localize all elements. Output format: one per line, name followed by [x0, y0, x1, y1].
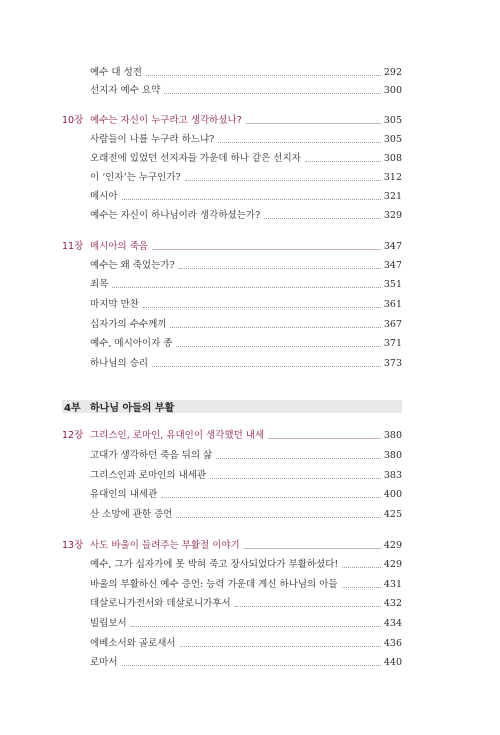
- chapter-number: 13장: [62, 540, 84, 551]
- chapter-heading-13[interactable]: [62, 539, 402, 553]
- part-number: 4부: [64, 403, 81, 414]
- toc-entry-title: 하나님의 승리: [90, 358, 149, 369]
- dot-leader: [246, 122, 381, 124]
- toc-entry[interactable]: [90, 656, 402, 670]
- dot-leader: [305, 160, 381, 162]
- dot-leader: [216, 457, 381, 459]
- toc-entry-title: 마지막 만찬: [90, 299, 139, 310]
- toc-entry-title: 로마서: [90, 657, 118, 668]
- toc-entry[interactable]: [90, 84, 402, 98]
- toc-entry[interactable]: [90, 488, 402, 502]
- toc-entry-page: 432: [383, 598, 402, 609]
- toc-entry-page: 383: [383, 470, 402, 481]
- chapter-number: 12장: [62, 430, 84, 441]
- dot-leader: [210, 477, 381, 479]
- chapter-number: 10장: [62, 115, 84, 126]
- part-title: 하나님 아들의 부활: [90, 403, 175, 414]
- toc-entry-title: 빌립보서: [90, 618, 127, 629]
- dot-leader: [235, 605, 381, 607]
- dot-leader: [180, 645, 381, 647]
- toc-entry[interactable]: [90, 190, 402, 204]
- toc-entry-page: 380: [383, 450, 402, 461]
- chapter-page: 380: [383, 430, 402, 441]
- toc-entry-page: 367: [383, 319, 402, 330]
- chapter-number: 11장: [62, 241, 84, 252]
- toc-entry-page: 373: [383, 358, 402, 369]
- dot-leader: [244, 547, 381, 549]
- toc-entry-page: 300: [383, 85, 402, 96]
- dot-leader: [176, 516, 380, 518]
- dot-leader: [185, 179, 381, 181]
- toc-entry[interactable]: [90, 209, 402, 223]
- toc-entry-title: 데살로니가전서와 데살로니가후서: [90, 598, 231, 609]
- toc-entry[interactable]: [90, 617, 402, 631]
- toc-entry-page: 292: [383, 67, 402, 78]
- toc-entry[interactable]: [90, 318, 402, 332]
- dot-leader: [146, 74, 381, 76]
- toc-entry-title: 사람들이 나를 누구라 하느냐?: [90, 134, 215, 145]
- toc-entry-title: 예수는 자신이 하나님이라 생각하셨는가?: [90, 210, 261, 221]
- toc-entry-page: 440: [383, 657, 402, 668]
- toc-entry-page: 429: [383, 559, 402, 570]
- toc-entry-page: 371: [383, 338, 402, 349]
- dot-leader: [152, 248, 381, 250]
- toc-entry[interactable]: [90, 152, 402, 166]
- toc-entry-page: 321: [383, 191, 402, 202]
- dot-leader: [131, 625, 381, 627]
- chapter-page: 305: [383, 115, 402, 126]
- toc-entry-title: 에베소서와 골로새서: [90, 638, 176, 649]
- toc-entry[interactable]: [90, 558, 402, 572]
- toc-entry-title: 메시아: [90, 191, 118, 202]
- dot-leader: [143, 306, 381, 308]
- dot-leader: [152, 365, 381, 367]
- dot-leader: [112, 286, 381, 288]
- dot-leader: [170, 326, 380, 328]
- toc-entry-title: 산 소망에 관한 증언: [90, 509, 173, 520]
- toc-entry[interactable]: [90, 259, 402, 273]
- toc-entry-title: 십자가의 수수께끼: [90, 319, 167, 330]
- chapter-heading-12[interactable]: [62, 429, 402, 443]
- toc-entry[interactable]: [90, 637, 402, 651]
- toc-entry-title: 그리스인과 로마인의 내세관: [90, 470, 207, 481]
- toc-entry-title: 이 ‘인자’는 누구인가?: [90, 172, 181, 183]
- chapter-heading-11[interactable]: [62, 240, 402, 254]
- dot-leader: [179, 267, 381, 269]
- dot-leader: [176, 345, 380, 347]
- chapter-title: 메시아의 죽음: [90, 241, 149, 252]
- toc-entry-page: 425: [383, 509, 402, 520]
- toc-entry-title: 죄목: [90, 279, 109, 290]
- toc-entry-page: 361: [383, 299, 402, 310]
- toc-entry-page: 308: [383, 153, 402, 164]
- chapter-title: 예수는 자신이 누구라고 생각하셨나?: [90, 115, 242, 126]
- toc-entry-page: 329: [383, 210, 402, 221]
- toc-entry-title: 유대인의 내세관: [90, 489, 158, 500]
- toc-entry[interactable]: [90, 337, 402, 351]
- dot-leader: [122, 198, 381, 200]
- dot-leader: [164, 92, 381, 94]
- part-heading-4[interactable]: [62, 400, 402, 413]
- toc-entry[interactable]: [90, 133, 402, 147]
- dot-leader: [161, 496, 381, 498]
- dot-leader: [342, 566, 381, 568]
- toc-entry-title: 예수는 왜 죽었는가?: [90, 260, 175, 271]
- chapter-page: 429: [383, 540, 402, 551]
- dot-leader: [264, 217, 381, 219]
- toc-entry[interactable]: [90, 508, 402, 522]
- toc-entry-page: 434: [383, 618, 402, 629]
- dot-leader: [122, 664, 381, 666]
- toc-entry-page: 305: [383, 134, 402, 145]
- toc-entry[interactable]: [90, 469, 402, 483]
- toc-entry-page: 436: [383, 638, 402, 649]
- toc-entry[interactable]: [90, 597, 402, 611]
- toc-entry-page: 312: [383, 172, 402, 183]
- toc-entry-title: 바울의 부활하신 예수 증언: 능력 가운데 계신 하나님의 아들: [90, 579, 338, 590]
- chapter-title: 그리스인, 로마인, 유대인이 생각했던 내세: [90, 430, 265, 441]
- toc-entry[interactable]: [90, 357, 402, 371]
- toc-entry-title: 예수, 메시아이자 종: [90, 338, 173, 349]
- toc-entry-title: 고대가 생각하던 죽음 뒤의 삶: [90, 450, 213, 461]
- toc-entry[interactable]: [90, 449, 402, 463]
- toc-entry-page: 347: [383, 260, 402, 271]
- toc-entry[interactable]: [90, 66, 402, 80]
- dot-leader: [342, 586, 381, 588]
- dot-leader: [268, 437, 381, 439]
- toc-entry-title: 오래전에 있었던 선지자들 가운데 하나 같은 선지자: [90, 153, 301, 164]
- chapter-page: 347: [383, 241, 402, 252]
- toc-entry-title: 선지자 예수 요약: [90, 85, 161, 96]
- toc-entry[interactable]: [90, 278, 402, 292]
- dot-leader: [218, 141, 381, 143]
- toc-entry-page: 351: [383, 279, 402, 290]
- toc-entry[interactable]: [90, 578, 402, 592]
- chapter-heading-10[interactable]: [62, 114, 402, 128]
- toc-entry-page: 400: [383, 489, 402, 500]
- toc-entry[interactable]: [90, 171, 402, 185]
- toc-entry-title: 예수 대 성전: [90, 67, 142, 78]
- toc-entry-page: 431: [383, 579, 402, 590]
- toc-entry[interactable]: [90, 298, 402, 312]
- chapter-title: 사도 바울이 들려주는 부활절 이야기: [90, 540, 240, 551]
- toc-entry-title: 예수, 그가 십자가에 못 박혀 죽고 장사되었다가 부활하셨다!: [90, 559, 339, 570]
